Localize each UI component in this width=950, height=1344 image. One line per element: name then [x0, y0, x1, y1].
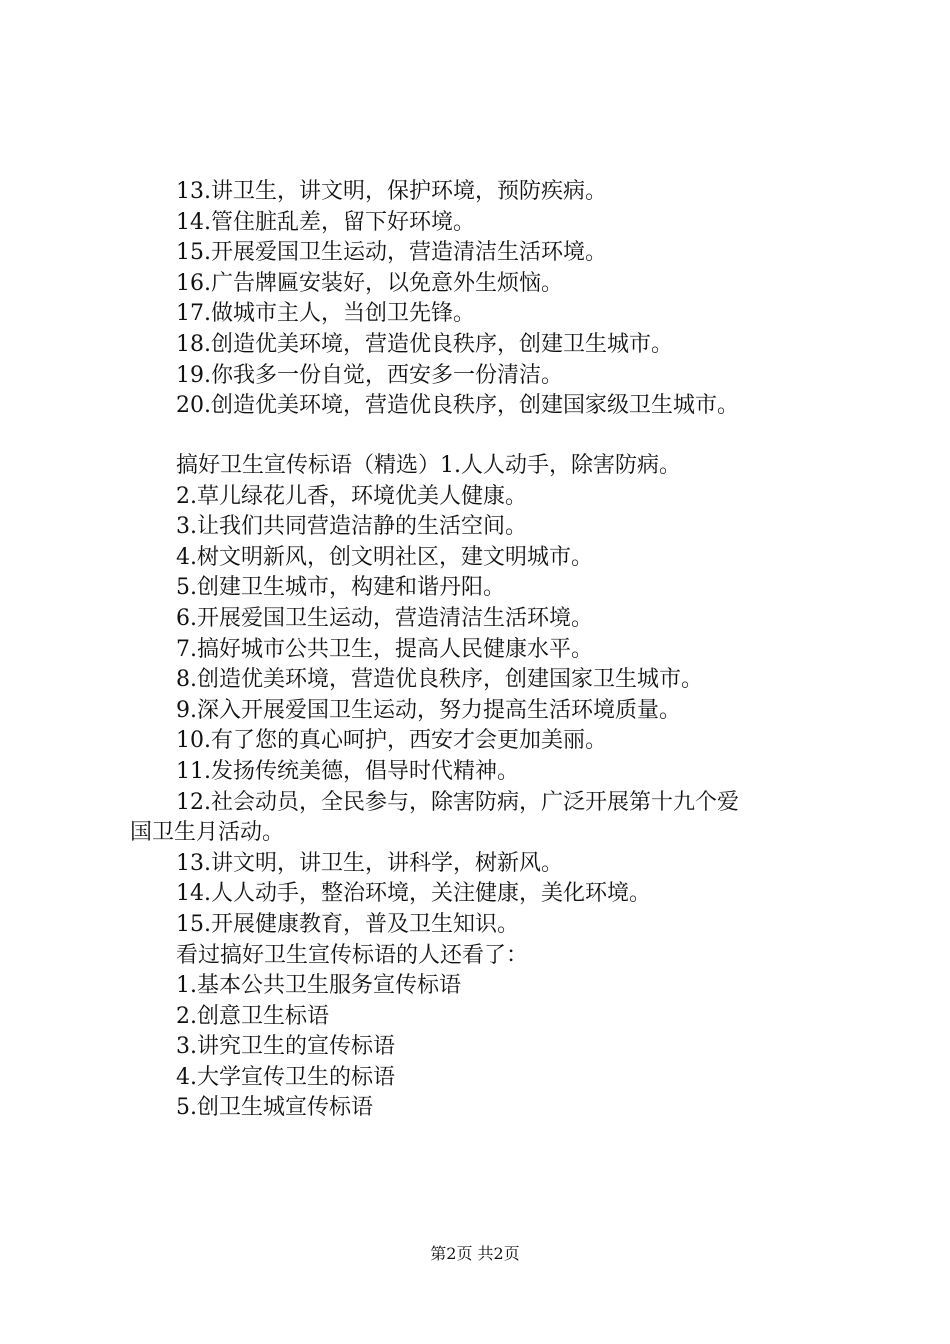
related-link[interactable]: 3.讲究卫生的宣传标语 [176, 1034, 395, 1060]
slogan-item-wrapped-continuation: 国卫生月活动。 [130, 820, 285, 846]
related-link[interactable]: 4.大学宣传卫生的标语 [176, 1064, 395, 1090]
section-heading: 搞好卫生宣传标语（精选）1.人人动手，除害防病。 [176, 453, 681, 478]
slogan-item: 17.做城市主人，当创卫先锋。 [176, 301, 475, 327]
slogan-item: 13.讲卫生，讲文明，保护环境，预防疾病。 [176, 179, 607, 204]
slogan-item: 19.你我多一份自觉，西安多一份清洁。 [176, 362, 563, 388]
related-link[interactable]: 5.创卫生城宣传标语 [176, 1095, 373, 1121]
slogan-item: 15.开展爱国卫生运动，营造清洁生活环境。 [176, 240, 607, 266]
slogan-section [130, 451, 830, 1124]
slogan-item: 5.创建卫生城市，构建和谐丹阳。 [176, 575, 505, 601]
slogan-item: 14.管住脏乱差，留下好环境。 [176, 209, 475, 235]
slogan-list-continued [130, 177, 830, 422]
slogan-item: 16.广告牌匾安装好，以免意外生烦恼。 [176, 270, 563, 296]
slogan-item: 15.开展健康教育，普及卫生知识。 [176, 911, 519, 937]
related-heading: 看过搞好卫生宣传标语的人还看了： [176, 942, 529, 968]
slogan-item: 4.树文明新风，创文明社区，建文明城市。 [176, 544, 593, 570]
slogan-item: 7.搞好城市公共卫生，提高人民健康水平。 [176, 636, 593, 662]
slogan-item: 18.创造优美环境，营造优良秩序，创建卫生城市。 [176, 331, 673, 357]
page-footer: 第2页 共2页 [430, 1244, 520, 1263]
related-link[interactable]: 1.基本公共卫生服务宣传标语 [176, 973, 461, 999]
slogan-item: 14.人人动手，整治环境，关注健康，美化环境。 [176, 881, 651, 907]
slogan-item-wrapped-first-line: 12.社会动员，全民参与，除害防病，广泛开展第十九个爱 [176, 789, 739, 815]
slogan-item: 13.讲文明，讲卫生，讲科学，树新风。 [176, 850, 563, 876]
slogan-item: 8.创造优美环境，营造优良秩序，创建国家卫生城市。 [176, 667, 703, 693]
related-link[interactable]: 2.创意卫生标语 [176, 1003, 329, 1029]
slogan-item: 2.草儿绿花儿香，环境优美人健康。 [176, 483, 527, 509]
slogan-item: 3.让我们共同营造洁静的生活空间。 [176, 514, 527, 540]
slogan-item: 9.深入开展爱国卫生运动，努力提高生活环境质量。 [176, 697, 681, 723]
slogan-item: 6.开展爱国卫生运动，营造清洁生活环境。 [176, 605, 593, 631]
slogan-item: 11.发扬传统美德，倡导时代精神。 [176, 758, 519, 784]
slogan-item: 10.有了您的真心呵护，西安才会更加美丽。 [176, 728, 607, 754]
slogan-item: 20.创造优美环境，营造优良秩序，创建国家级卫生城市。 [176, 393, 739, 419]
